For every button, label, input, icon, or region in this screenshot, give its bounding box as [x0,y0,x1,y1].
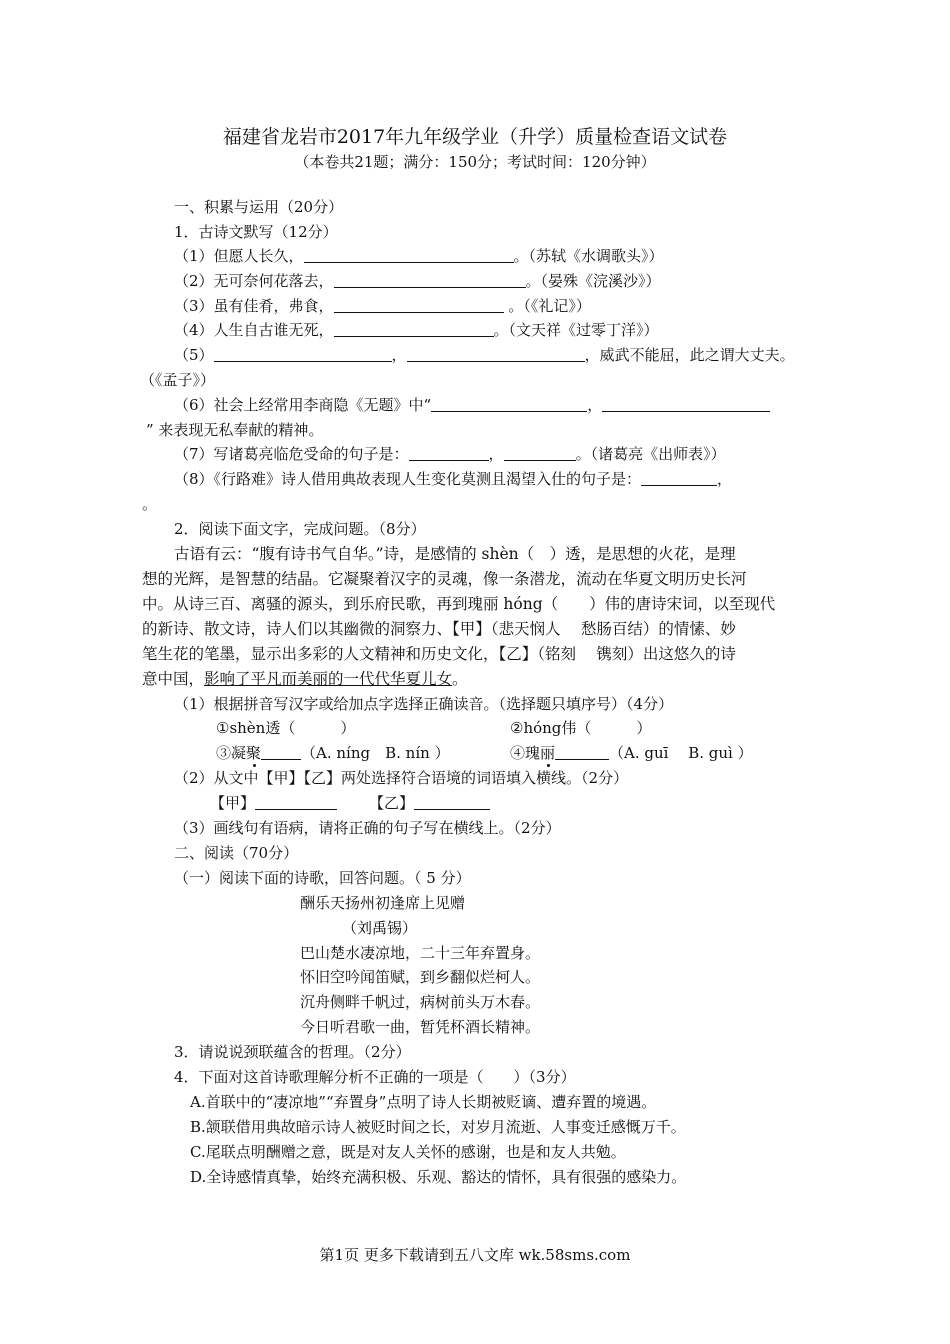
answer-blank [214,347,392,362]
q2-sub2: （2）从文中【甲】【乙】两处选择符合语境的词语填入横线。（2分） [174,769,629,787]
answer-blank [555,745,609,760]
answer-blank [334,273,526,288]
answer-blank [255,795,337,810]
poem-line4: 今日听君歌一曲，暂凭杯酒长精神。 [300,1018,541,1036]
q1-item1: （1）但愿人长久， 。（苏轼《水调歌头》） [174,247,664,265]
poem-author: （刘禹锡） [342,919,418,937]
q1-item6-cont: ” 来表现无私奉献的精神。 [146,421,324,439]
poem-title: 酬乐天扬州初逢席上见赠 [300,894,466,912]
q1-item8: （8）《行路难》诗人借用典故表现人生变化莫测且渴望入仕的句子是： ， [174,470,733,488]
answer-blank [261,745,301,760]
answer-blank [334,298,504,313]
q4-option-a: A.首联中的“凄凉地”“弃置身”点明了诗人长期被贬谪、遭弃置的境遇。 [190,1093,657,1111]
q2-sub2-answers: 【甲】 【乙】 [210,793,490,813]
q2-passage-line1: 古语有云：“腹有诗书气自华。”诗，是感情的 shèn（ ）透，是思想的火花，是理 [174,545,736,563]
section2-part1: （一）阅读下面的诗歌，回答问题。（ 5 分） [174,869,471,887]
q2-sub1-a: ①shèn透（ ） [216,719,356,737]
section1-heading: 一、积累与运用（20分） [174,198,344,216]
q1-item3: （3）虽有佳肴，弗食， 。（《礼记》） [174,297,591,315]
q3: 3．请说说颈联蕴含的哲理。（2分） [174,1043,411,1061]
q1-item2: （2）无可奈何花落去， 。（晏殊《浣溪沙》） [174,272,661,290]
answer-blank [431,397,587,412]
q2-heading: 2．阅读下面文字，完成问题。（8分） [174,520,426,538]
q2-passage-line6: 意中国，影响了平凡而美丽的一代代华夏儿女。 [142,670,468,688]
q2-sub3: （3）画线句有语病，请将正确的句子写在横线上。（2分） [174,819,561,837]
q4-option-d: D.全诗感情真挚，始终充满积极、乐观、豁达的情怀，具有很强的感染力。 [190,1168,687,1186]
underlined-sentence: 影响了平凡而美丽的一代代华夏儿女 [204,670,453,688]
answer-blank [407,347,585,362]
q2-sub1-b: ②hóng伟（ ） [510,719,652,737]
q1-item4: （4）人生自古谁无死， 。（文天祥《过零丁洋》） [174,321,659,339]
q2-passage-line4: 的新诗、散文诗，诗人们以其幽微的洞察力、【甲】（悲天悯人 愁肠百结）的情愫、妙 [142,620,736,638]
answer-blank [504,446,576,461]
section2-heading: 二、阅读（70分） [174,844,299,862]
poem-line2: 怀旧空吟闻笛赋，到乡翻似烂柯人。 [300,968,541,986]
poem-line1: 巴山楚水凄凉地，二十三年弃置身。 [300,944,541,962]
q2-passage-line3: 中。从诗三百、离骚的源头，到乐府民歌，再到瑰丽 hóng（ ）伟的唐诗宋词，以至现代 [142,595,776,613]
q2-sub1-c: ③凝聚 （A. níng B. nín ） [216,744,450,762]
q1-item5-source: （《孟子》） [140,371,216,389]
q4-option-c: C.尾联点明酬赠之意，既是对友人关怀的感谢，也是和友人共勉。 [190,1143,626,1161]
q1-heading: 1．古诗文默写（12分） [174,223,338,241]
answer-blank [414,795,490,810]
q2-passage-line2: 想的光辉，是智慧的结晶。它凝聚着汉字的灵魂，像一条潜龙，流动在华夏文明历史长河 [142,570,747,588]
q4: 4．下面对这首诗歌理解分析不正确的一项是（ ）（3分） [174,1068,576,1086]
q4-option-b: B.颔联借用典故暗示诗人被贬时间之长，对岁月流逝、人事变迁感慨万千。 [190,1118,686,1136]
page-footer: 第1页 更多下载请到五八文库 wk.58sms.com [319,1246,631,1264]
exam-subtitle: （本卷共21题；满分：150分；考试时间：120分钟） [294,153,656,171]
q1-item7: （7）写诸葛亮临危受命的句子是： ， 。（诸葛亮《出师表》） [174,445,726,463]
answer-blank [641,471,717,486]
answer-blank [409,446,489,461]
q1-item8-end: 。 [142,495,158,513]
q1-item5: （5） ， ，威武不能屈，此之谓大丈夫。 [174,346,795,364]
answer-blank [334,322,494,337]
answer-blank [304,248,514,263]
q2-sub1: （1）根据拼音写汉字或给加点字选择正确读音。（选择题只填序号）（4分） [174,695,674,713]
q2-sub1-d: ④瑰丽 （A. guī B. guì ） [510,744,753,762]
q1-item6: （6）社会上经常用李商隐《无题》中“ ， [174,395,770,415]
exam-title: 福建省龙岩市2017年九年级学业（升学）质量检查语文试卷 [222,126,728,148]
q2-passage-line5: 笔生花的笔墨，显示出多彩的人文精神和历史文化，【乙】（铭刻 镌刻）出这悠久的诗 [142,645,736,663]
answer-blank [602,397,770,412]
poem-line3: 沉舟侧畔千帆过，病树前头万木春。 [300,993,541,1011]
